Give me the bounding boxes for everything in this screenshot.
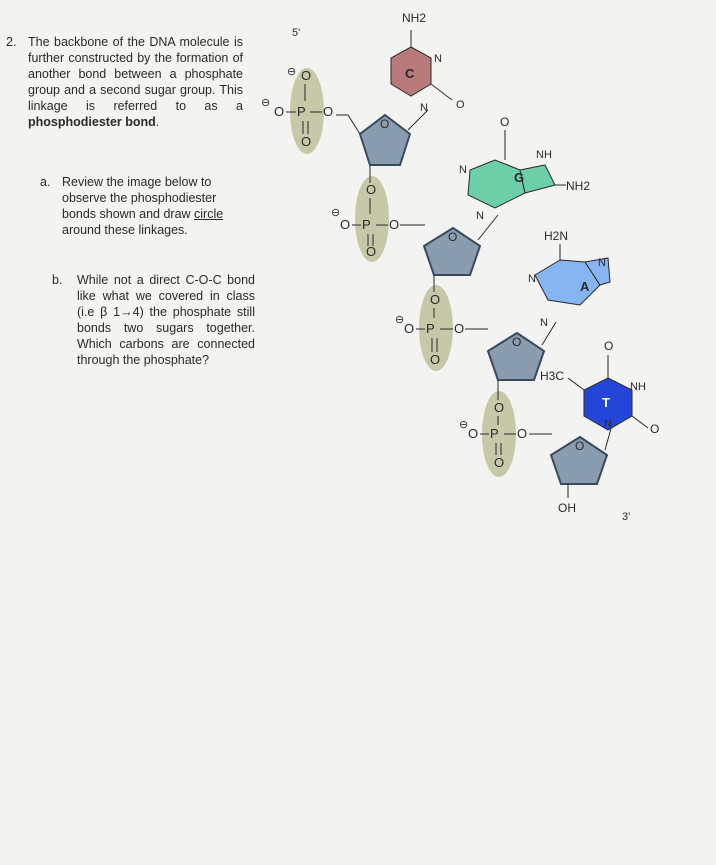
- question-number: 2.: [6, 35, 17, 49]
- phosphate-group-2: [331, 176, 425, 262]
- svg-text:O: O: [274, 104, 285, 119]
- svg-text:N: N: [434, 53, 442, 65]
- svg-text:O: O: [323, 104, 334, 119]
- three-prime-label: 3': [622, 511, 631, 523]
- svg-text:O: O: [650, 422, 660, 436]
- svg-text:N: N: [420, 102, 428, 114]
- svg-text:NH2: NH2: [566, 179, 591, 193]
- ring-oxygen: O: [512, 335, 522, 349]
- svg-text:N: N: [476, 210, 484, 222]
- svg-text:O: O: [500, 115, 510, 129]
- base-letter: G: [514, 170, 525, 185]
- svg-text:O: O: [517, 426, 528, 441]
- sugar-ring-4: [551, 425, 612, 515]
- question-2a-text: Review the image below to observe the phosphodiester bonds shown and draw circle around these linkages.: [62, 175, 224, 237]
- svg-text:O: O: [389, 217, 400, 232]
- svg-text:O: O: [604, 339, 614, 353]
- svg-text:O: O: [468, 426, 479, 441]
- part-letter: a.: [40, 175, 51, 189]
- svg-text:O: O: [454, 321, 465, 336]
- base-letter: A: [580, 279, 590, 294]
- base-cytosine: [391, 11, 465, 114]
- base-thymine: [540, 339, 659, 436]
- svg-text:H3C: H3C: [540, 369, 565, 383]
- ring-oxygen: O: [380, 117, 390, 131]
- minus-charge-icon: ⊖: [395, 314, 405, 326]
- svg-text:O: O: [494, 400, 505, 415]
- svg-text:P: P: [490, 426, 499, 441]
- svg-text:P: P: [426, 321, 435, 336]
- sugar-ring-3: [488, 322, 556, 400]
- circle-term: circle: [194, 207, 224, 221]
- phosphate-group-1: [261, 66, 333, 154]
- minus-charge-icon: ⊖: [261, 97, 271, 109]
- minus-charge-icon: ⊖: [331, 207, 341, 219]
- five-prime-label: 5': [292, 27, 301, 39]
- minus-charge-icon: ⊖: [459, 419, 469, 431]
- sugar-ring-2: [424, 215, 498, 292]
- question-2-text: The backbone of the DNA molecule is further constructed by the formation of another bond between a phosphate group and a second sugar group. This linkage is referred to as a phosphodiester bond.: [28, 35, 243, 129]
- base-letter: T: [602, 395, 610, 410]
- ring-oxygen: O: [575, 439, 585, 453]
- svg-text:N: N: [604, 418, 612, 430]
- svg-text:P: P: [297, 104, 306, 119]
- sugar-ring-1: [336, 110, 428, 183]
- svg-text:O: O: [340, 217, 351, 232]
- phosphate-group-4: [459, 391, 552, 477]
- part-letter: b.: [52, 273, 63, 287]
- svg-text:O: O: [301, 68, 312, 83]
- svg-text:N: N: [528, 273, 536, 285]
- terminal-oh: OH: [558, 501, 576, 515]
- svg-text:O: O: [366, 244, 377, 259]
- phosphodiester-term: phosphodiester bond: [28, 115, 156, 129]
- base-adenine: [528, 229, 610, 329]
- svg-text:O: O: [494, 455, 505, 470]
- svg-text:O: O: [301, 134, 312, 149]
- base-letter: C: [405, 66, 415, 81]
- svg-text:N: N: [540, 317, 548, 329]
- svg-text:N: N: [459, 164, 467, 176]
- minus-charge-icon: ⊖: [287, 66, 297, 78]
- ring-oxygen: O: [448, 230, 458, 244]
- svg-text:NH: NH: [630, 381, 646, 393]
- svg-text:P: P: [362, 217, 371, 232]
- svg-text:N: N: [598, 257, 606, 269]
- question-2b-text: While not a direct C-O-C bond like what we covered in class (i.e β 1→4) the phosphate still bonds two sugars together. Which carbons are connected through the phosphate?: [77, 273, 255, 367]
- svg-text:H2N: H2N: [544, 229, 569, 243]
- svg-text:O: O: [456, 99, 465, 111]
- svg-text:O: O: [430, 352, 441, 367]
- svg-text:NH2: NH2: [402, 11, 427, 25]
- svg-text:O: O: [404, 321, 415, 336]
- svg-text:O: O: [366, 182, 377, 197]
- svg-text:NH: NH: [536, 149, 552, 161]
- base-guanine: [459, 115, 590, 222]
- phosphate-group-3: [395, 285, 488, 371]
- svg-text:O: O: [430, 292, 441, 307]
